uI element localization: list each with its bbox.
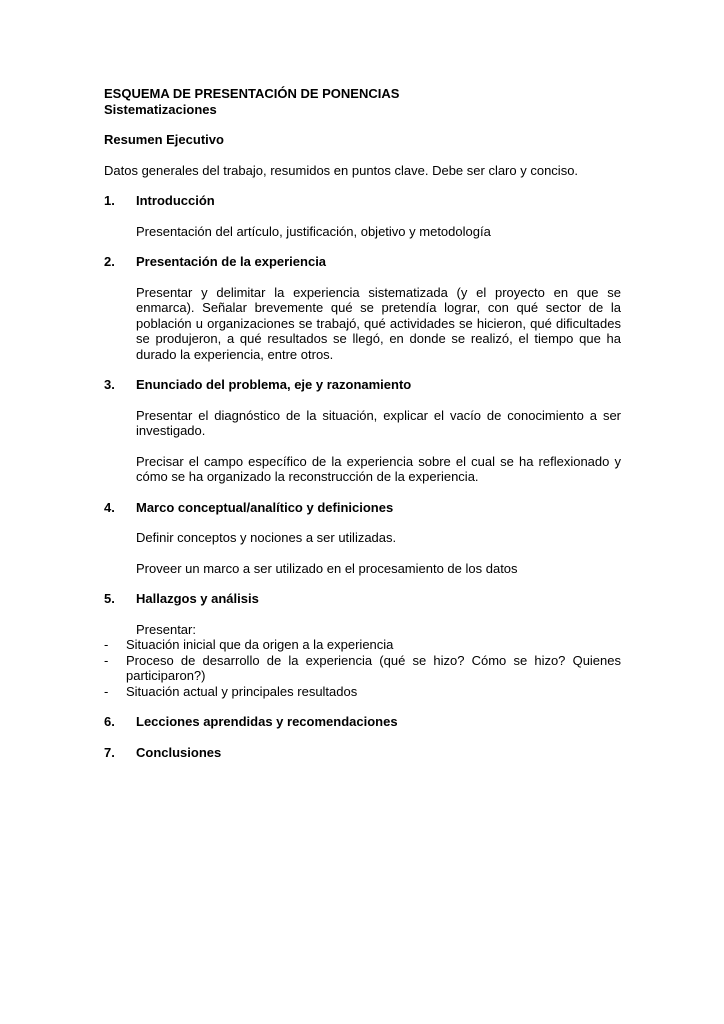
section-paragraph: Presentación del artículo, justificación, objetivo y metodología [136, 223, 491, 239]
section-introduccion [104, 193, 621, 239]
document-subtitle: Sistematizaciones [104, 101, 217, 117]
section-title: Presentación de la experiencia [136, 254, 327, 269]
document-page [104, 86, 621, 760]
section-number: 4. [104, 499, 115, 515]
list-item [104, 683, 621, 700]
section-enunciado-problema [104, 377, 621, 485]
section-title: Lecciones aprendidas y recomendaciones [136, 714, 398, 729]
section-title: Conclusiones [136, 744, 222, 760]
section-lecciones [104, 714, 621, 730]
section-title: Enunciado del problema, eje y razonamiento [136, 377, 412, 392]
section-heading [104, 745, 621, 761]
section-intro: Presentar: [136, 621, 196, 637]
section-heading [104, 193, 621, 209]
list-item [104, 652, 621, 684]
section-number: 1. [104, 193, 115, 208]
section-marco-conceptual [104, 500, 621, 577]
list-item-text: Proceso de desarrollo de la experiencia (qué se hizo? Cómo se hizo? Quienes participaron?) [126, 652, 621, 683]
section-number: 6. [104, 714, 115, 729]
section-paragraph: Presentar el diagnóstico de la situación, explicar el vacío de conocimiento a ser investigado. [136, 407, 621, 438]
section-heading [104, 714, 621, 730]
list-item-text: Situación inicial que da origen a la experiencia [126, 637, 394, 652]
summary-text: Datos generales del trabajo, resumidos en puntos clave. Debe ser claro y conciso. [104, 162, 579, 178]
section-title: Introducción [136, 193, 215, 208]
section-heading [104, 500, 621, 516]
section-hallazgos [104, 591, 621, 699]
findings-list [104, 637, 621, 699]
section-title: Hallazgos y análisis [136, 591, 259, 606]
section-number: 5. [104, 591, 115, 606]
section-conclusiones [104, 745, 621, 761]
list-bullet: - [104, 637, 109, 652]
document-title: ESQUEMA DE PRESENTACIÓN DE PONENCIAS [104, 86, 400, 101]
list-bullet: - [104, 652, 109, 668]
section-title: Marco conceptual/analítico y definiciones [136, 499, 394, 515]
section-paragraph: Proveer un marco a ser utilizado en el procesamiento de los datos [136, 560, 518, 576]
list-item [104, 637, 621, 653]
section-paragraph: Definir conceptos y nociones a ser utilizadas. [136, 530, 397, 545]
section-paragraph: Presentar y delimitar la experiencia sistematizada (y el proyecto en que se enmarca). Señalar brevemente qué se pretendía lograr, con qué sector de la población u organizaciones se trabajó, qué actividades se hicieron, qué dificultades se produjeron, a qué resultados se llegó, en donde se realizó, el tiempo que ha durado la experiencia, entre otros. [136, 284, 621, 362]
section-number: 3. [104, 377, 115, 392]
summary-heading: Resumen Ejecutivo [104, 132, 224, 147]
list-bullet: - [104, 683, 109, 699]
section-heading [104, 254, 621, 270]
section-heading [104, 591, 621, 607]
section-presentacion-experiencia [104, 254, 621, 362]
section-paragraph: Precisar el campo específico de la experiencia sobre el cual se ha reflexionado y cómo se ha organizado la reconstrucción de la experiencia. [136, 453, 621, 484]
section-number: 2. [104, 254, 115, 269]
list-item-text: Situación actual y principales resultados [126, 683, 358, 699]
section-number: 7. [104, 744, 115, 760]
section-heading [104, 377, 621, 393]
